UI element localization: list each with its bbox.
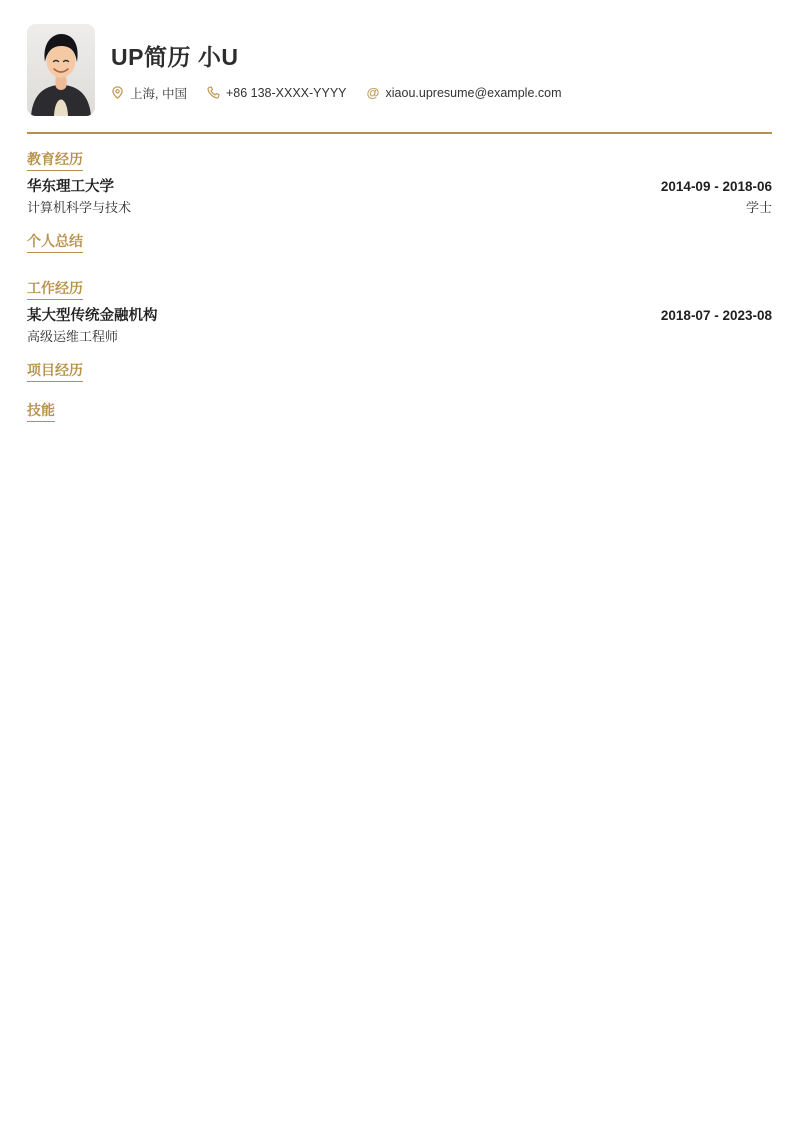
education-header-row: [27, 174, 772, 196]
header-info: [111, 39, 772, 102]
contact-location: [111, 84, 187, 102]
email-at-icon: @: [366, 85, 380, 100]
contact-row: [111, 84, 772, 102]
person-name: UP简历 小U: [111, 43, 239, 70]
work-subrow: [27, 326, 772, 345]
section-work: [0, 263, 799, 345]
avatar: [27, 24, 95, 116]
projects-title: 项目经历: [27, 360, 83, 382]
skills-title: 技能: [27, 400, 55, 422]
contact-location-text: 上海, 中国: [130, 86, 187, 101]
major-name: 计算机科学与技术: [27, 200, 132, 215]
education-date: 2014-09 - 2018-06: [660, 179, 772, 194]
summary-title: 个人总结: [27, 231, 83, 253]
section-summary: [0, 216, 799, 256]
profile-photo: [27, 24, 95, 116]
section-projects: [0, 345, 799, 385]
work-title: 工作经历: [27, 278, 83, 300]
contact-phone: [207, 86, 347, 100]
education-title: 教育经历: [27, 149, 83, 171]
degree-name: 学士: [745, 200, 772, 215]
contact-email-text: xiaou.upresume@example.com: [385, 85, 562, 100]
education-subrow: [27, 197, 772, 216]
school-name: 华东理工大学: [27, 179, 114, 195]
phone-icon: [207, 86, 220, 99]
section-skills: [0, 385, 799, 425]
section-education: [0, 134, 799, 216]
job-role: 高级运维工程师: [27, 329, 119, 344]
location-icon: [111, 86, 124, 99]
resume-header: [0, 0, 799, 126]
contact-email: [367, 86, 562, 100]
work-header-row: [27, 303, 772, 325]
company-name: 某大型传统金融机构: [27, 308, 158, 324]
work-date: 2018-07 - 2023-08: [660, 308, 772, 323]
contact-phone-text: +86 138-XXXX-YYYY: [225, 85, 347, 100]
